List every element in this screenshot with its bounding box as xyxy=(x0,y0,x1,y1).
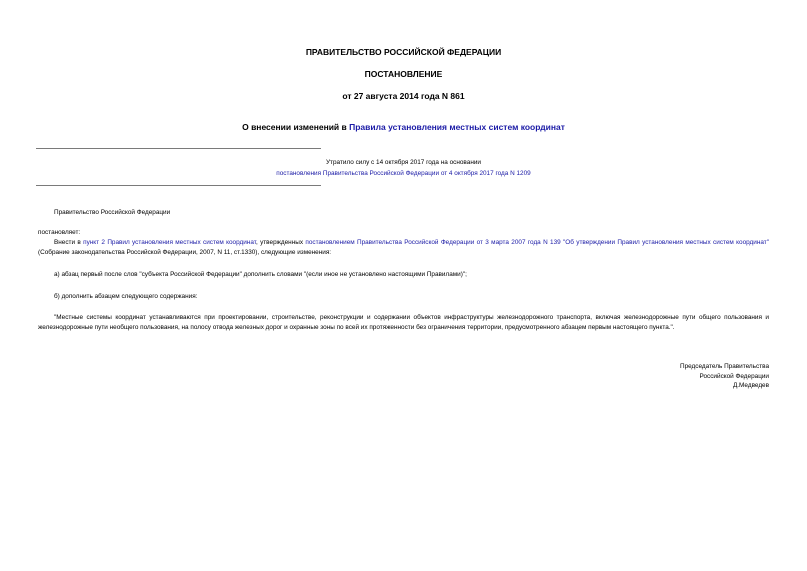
signatory-position-line1: Председатель Правительства xyxy=(680,363,769,370)
paragraph-mid: , утвержденных xyxy=(255,239,306,246)
signatory-name: Д.Медведев xyxy=(732,382,769,389)
status-note-line: Утратило силу с 14 октября 2017 года на основании xyxy=(326,159,481,166)
issuing-authority: ПРАВИТЕЛЬСТВО РОССИЙСКОЙ ФЕДЕРАЦИИ xyxy=(305,47,502,57)
intro-text: Правительство Российской Федерации xyxy=(54,209,171,216)
clause-2-link[interactable]: пункт 2 Правил установления местных систем координат xyxy=(83,239,256,246)
document-date-number: от 27 августа 2014 года N 861 xyxy=(342,91,465,101)
item-a: а) абзац первый после слов "субъекта Российской Федерации" дополнить словами "(если иное не установлено настоящими Правилами)"; xyxy=(54,271,467,278)
document-type: ПОСТАНОВЛЕНИЕ xyxy=(364,69,443,79)
decree-139-link[interactable]: постановлением Правительства Российской Федерации от 3 марта 2007 года N 139 "Об утверждении Правил установления местных систем координат" xyxy=(305,239,769,246)
document-title-prefix: О внесении изменений в xyxy=(242,122,350,132)
divider-bottom xyxy=(36,185,321,186)
resolves-text: постановляет: xyxy=(38,229,81,236)
rules-link[interactable]: Правила установления местных систем координат xyxy=(349,122,565,132)
signature-block xyxy=(680,362,769,391)
document-title xyxy=(0,122,807,132)
item-b: б) дополнить абзацем следующего содержания: xyxy=(54,293,198,300)
paragraph-prefix: Внести в xyxy=(54,239,84,246)
divider-top xyxy=(36,148,321,149)
status-note-link-line xyxy=(0,170,807,177)
paragraph-amendments xyxy=(38,238,769,257)
paragraph-suffix: (Собрание законодательства Российской Федерации, 2007, N 11, ст.1330), следующие изменения: xyxy=(38,248,332,256)
quoted-paragraph: "Местные системы координат устанавливаются при проектировании, строительстве, реконструкции и содержании объектов инфраструктуры железнодорожного транспорта, включая железнодорожные пути общего пользования и железнодорожные пути необщего пользования, на полосу отвода железных дорог и охранные зоны по всей их протяженности без ограничения территории, предусмотренного абзацем первым настоящего пункта.". xyxy=(38,314,769,331)
signatory-position-line2: Российской Федерации xyxy=(699,372,769,380)
repeal-decree-link[interactable]: постановления Правительства Российской Федерации от 4 октября 2017 года N 1209 xyxy=(276,170,531,177)
